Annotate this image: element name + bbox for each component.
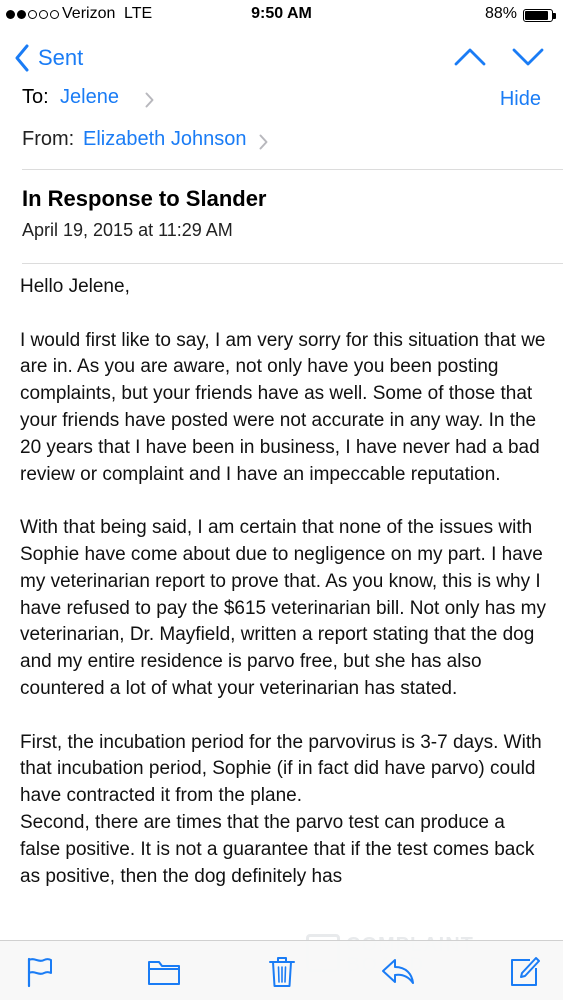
nav-bar xyxy=(0,30,563,86)
hide-details-link[interactable]: Hide xyxy=(499,88,541,110)
greeting: Hello Jelene, xyxy=(20,276,130,297)
back-label: Sent xyxy=(38,45,84,70)
chevron-down-icon[interactable] xyxy=(511,42,545,72)
sender-name[interactable]: Elizabeth Johnson xyxy=(83,128,247,150)
body-paragraph: First, the incubation period for the parvovirus is 3-7 days. With that incubation period, Sophie (if in fact did have parvo) could have contracted it from the plane. xyxy=(20,731,542,807)
folder-icon[interactable] xyxy=(146,955,182,989)
reply-icon[interactable] xyxy=(380,955,416,989)
email-date: April 19, 2015 at 11:29 AM xyxy=(22,220,233,240)
body-paragraph: Second, there are times that the parvo test can produce a false positive. It is not a guarantee that if the test comes back as positive, then the dog definitely has xyxy=(20,811,535,887)
compose-icon[interactable] xyxy=(508,955,540,989)
trash-icon[interactable] xyxy=(266,955,298,989)
message-navigation xyxy=(453,42,545,72)
status-time: 9:50 AM xyxy=(251,5,312,22)
chevron-left-icon xyxy=(14,44,30,72)
battery-fill xyxy=(525,11,548,20)
header-divider xyxy=(22,169,563,170)
battery-icon xyxy=(523,9,553,22)
bottom-toolbar xyxy=(0,940,563,1000)
body-paragraph: With that being said, I am certain that none of the issues with Sophie have come about due to negligence on my part. I have my veterinarian report to prove that. As you know, this is why I have refused to pay the $615 veterinarian bill. Not only has my veterinarian, Dr. Mayfield, written a report stating that the dog and my entire residence is parvo free, but she has also countered a lot of what your veterinarian has stated. xyxy=(20,517,546,699)
email-subject: In Response to Slander xyxy=(22,186,267,211)
chevron-right-icon xyxy=(145,92,154,108)
status-bar xyxy=(0,0,563,30)
flag-icon[interactable] xyxy=(24,955,56,989)
network-type: LTE xyxy=(124,5,153,22)
to-label: To: xyxy=(22,86,49,108)
sender-row xyxy=(22,128,541,156)
battery-tip xyxy=(553,13,556,19)
body-divider xyxy=(22,263,563,264)
email-body xyxy=(20,274,550,890)
chevron-right-icon xyxy=(259,134,268,150)
body-paragraph: I would first like to say, I am very sorry for this situation that we are in. As you are aware, not only have you been posting complaints, but your friends have as well. Some of those that your friends have posted were not accurate in any way. In the 20 years that I have been in business, I have never had a bad review or complaint and I have an impeccable reputation. xyxy=(20,329,546,485)
from-label: From: xyxy=(22,128,75,150)
battery-percent: 88% xyxy=(484,5,517,22)
chevron-up-icon[interactable] xyxy=(453,42,487,72)
recipient-name[interactable]: Jelene xyxy=(60,86,119,108)
back-button[interactable] xyxy=(14,40,83,76)
recipient-row xyxy=(22,86,541,114)
carrier-name: Verizon xyxy=(62,5,116,22)
